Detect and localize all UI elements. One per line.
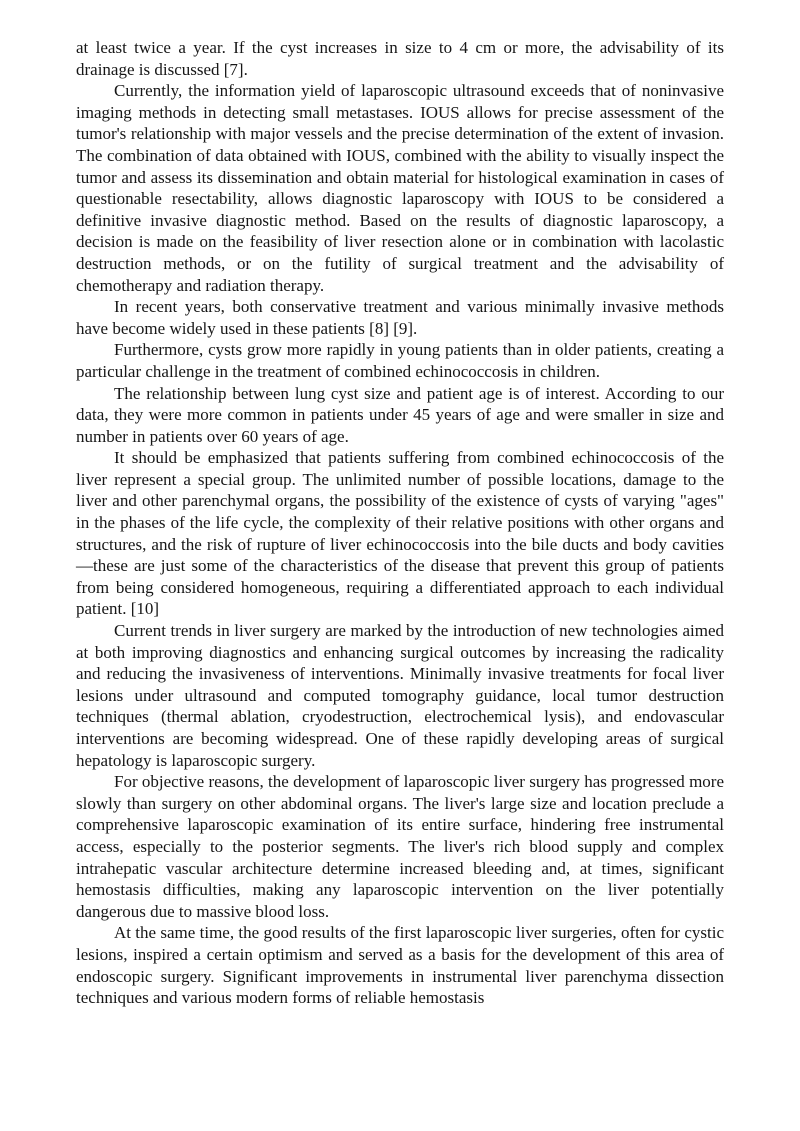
paragraph-minimally-invasive-methods: In recent years, both conservative treatment and various minimally invasive methods have become widely used in these patients [8] [9]. xyxy=(76,297,724,338)
paragraph-combined-echinococcosis: It should be emphasized that patients suffering from combined echinococcosis of the liver represent a special group. The unlimited number of possible locations, damage to the liver and other parenchymal organs, the possibility of the existence of cysts of varying "ages" in the phases of the life cycle, the complexity of their relative positions with other organs and structures, and the risk of rupture of liver echinococcosis into the bile ducts and body cavities—these are just some of the characteristics of the disease that prevent this group of patients from being considered homogeneous, requiring a differentiated approach to each individual patient. [10] xyxy=(76,448,724,619)
paragraph-cyst-drainage: at least twice a year. If the cyst increases in size to 4 cm or more, the advisability of its drainage is discussed [7]. xyxy=(76,38,724,79)
paragraph-laparoscopic-development: For objective reasons, the development of laparoscopic liver surgery has progressed more slowly than surgery on other abdominal organs. The liver's large size and location preclude a comprehensive laparoscopic examination of its entire surface, hindering free instrumental access, especially to the posterior segments. The liver's rich blood supply and complex intrahepatic vascular architecture determine increased bleeding and, at times, significant hemostasis difficulties, making any laparoscopic intervention on the liver potentially dangerous due to massive blood loss. xyxy=(76,772,724,921)
paragraph-cyst-growth-children: Furthermore, cysts grow more rapidly in young patients than in older patients, creating a particular challenge in the treatment of combined echinococcosis in children. xyxy=(76,340,724,381)
paragraph-cyst-size-age: The relationship between lung cyst size and patient age is of interest. According to our data, they were more common in patients under 45 years of age and were smaller in size and number in patients over 60 years of age. xyxy=(76,383,724,446)
paragraph-first-laparoscopic-results: At the same time, the good results of the first laparoscopic liver surgeries, often for cystic lesions, inspired a certain optimism and served as a basis for the development of this area of endoscopic surgery. Significant improvements in instrumental liver parenchyma dissection techniques and various modern forms of reliable hemostasis xyxy=(76,923,724,1008)
document-page xyxy=(76,37,724,1009)
paragraph-liver-surgery-trends: Current trends in liver surgery are marked by the introduction of new technologies aimed at both improving diagnostics and enhancing surgical outcomes by increasing the radicality and reducing the invasiveness of interventions. Minimally invasive treatments for focal liver lesions under ultrasound and computed tomography guidance, local tumor destruction techniques (thermal ablation, cryodestruction, electrochemical lysis), and endovascular interventions are becoming widespread. One of these rapidly developing areas of surgical hepatology is laparoscopic surgery. xyxy=(76,621,724,770)
paragraph-laparoscopic-ultrasound: Currently, the information yield of laparoscopic ultrasound exceeds that of noninvasive imaging methods in detecting small metastases. IOUS allows for precise assessment of the tumor's relationship with major vessels and the precise determination of the extent of invasion. The combination of data obtained with IOUS, combined with the ability to visually inspect the tumor and assess its dissemination and obtain material for histological examination in cases of questionable resectability, allows diagnostic laparoscopy with IOUS to be considered a definitive invasive diagnostic method. Based on the results of diagnostic laparoscopy, a decision is made on the feasibility of liver resection alone or in combination with lacolastic destruction methods, or on the futility of surgical treatment and the advisability of chemotherapy and radiation therapy. xyxy=(76,81,724,295)
